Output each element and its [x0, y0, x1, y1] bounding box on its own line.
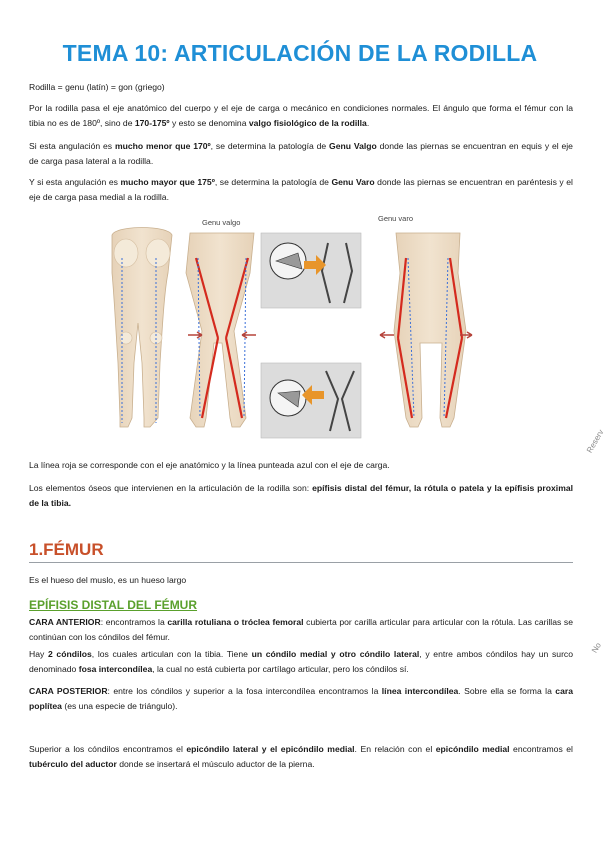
section-heading-femur: 1.FÉMUR: [29, 540, 104, 559]
valgo-photo-panel: [261, 233, 361, 308]
bold-run: CARA POSTERIOR: [29, 686, 108, 696]
bold-run: epicóndilo lateral y el epicóndilo medial: [186, 744, 355, 754]
bold-run: de la rodilla: [316, 117, 367, 128]
text-run: Por la rodilla pasa el eje anatómico del cuerpo y el eje de carga o mecánico en condiciones normales. El ángulo que forma el fémur con la tibia no es de 180º, sino de: [29, 103, 573, 128]
bold-run: epífisis distal del fémur, la rótula o patela y la epífisis proximal de la tibia.: [29, 483, 574, 508]
femur-intro: Es el hueso del muslo, es un hueso largo: [29, 575, 187, 585]
varo-photo-panel: [261, 363, 361, 438]
text-run: . Sobre ella se forma la: [458, 686, 556, 696]
text-run: .: [366, 117, 370, 128]
knee-alignment-figure: [98, 213, 476, 445]
text-run: Y si esta angulación es: [29, 177, 121, 187]
text-run: (es una especie de triángulo).: [61, 700, 178, 711]
label-genu-varo: Genu varo: [378, 214, 414, 223]
arrow-icon: [242, 332, 256, 338]
page-title: TEMA 10: ARTICULACIÓN DE LA RODILLA: [62, 40, 538, 66]
figure-caption: La línea roja se corresponde con el eje anatómico y la línea punteada azul con el eje de carga.: [29, 460, 390, 470]
text-run: , los cuales articulan con la tibia. Tiene: [91, 649, 252, 659]
margin-watermark: No: [590, 641, 603, 655]
bold-run: mucho mayor que 175º: [120, 177, 215, 187]
text-run: donde las piernas se encuentran en equis y el eje de carga pasa lateral a la rodilla.: [29, 141, 573, 166]
arrow-icon: [188, 332, 202, 338]
bold-run: 170-175º: [134, 117, 170, 128]
text-run: . En relación con el: [354, 744, 436, 754]
text-run: encontramos el: [509, 744, 573, 754]
text-run: , y entre ambos cóndilos hay un surco denominado: [29, 649, 574, 674]
subheading-distal-epiphysis: EPÍFISIS DISTAL DEL FÉMUR: [29, 598, 198, 612]
bold-run: línea intercondílea: [381, 686, 459, 696]
bold-run: carilla rotuliana o tróclea femoral: [167, 617, 304, 627]
bold-run: cara poplítea: [29, 686, 573, 711]
paragraph-posterior-face: [29, 684, 573, 713]
paragraph-condyles: [29, 647, 573, 676]
bold-run: Genu Varo: [331, 177, 375, 187]
paragraph-bony-elements: [29, 481, 573, 510]
text-run: , se determina la patología de: [214, 177, 332, 187]
legs-illustration: [98, 213, 476, 445]
text-run: Los elementos óseos que intervienen en la articulación de la rodilla son:: [29, 483, 313, 493]
genu-valgo-figure: [186, 233, 256, 427]
paragraph-axis: [29, 101, 573, 130]
text-run: Si esta angulación es: [29, 141, 115, 151]
paragraph-genu-varo: [29, 175, 573, 204]
margin-watermark: Reserv: [585, 428, 605, 455]
paragraph-anterior-face: [29, 615, 573, 644]
text-run: : encontramos la: [100, 617, 168, 627]
bold-run: fosa intercondílea: [78, 663, 153, 674]
text-run: cubierta por carilla articular para articular con la rótula. Las carillas se continúan con los cóndilos del fémur.: [29, 617, 573, 642]
text-run: Superior a los cóndilos encontramos el: [29, 744, 187, 754]
paragraph-genu-valgo: [29, 139, 573, 168]
bold-run: un cóndilo medial y otro cóndilo lateral: [251, 649, 420, 659]
text-run: , la cual no está cubierta por cartílago articular, pero los cóndilos sí.: [152, 663, 409, 674]
bold-run: Genu Valgo: [329, 141, 377, 151]
paragraph-epicondyles: [29, 742, 573, 771]
text-run: donde se insertará el músculo aductor de la pierna.: [116, 758, 315, 769]
genu-varo-figure: [380, 233, 472, 427]
text-run: : entre los cóndilos y superior a la fosa intercondílea encontramos la: [107, 686, 382, 696]
section-divider: [29, 562, 573, 563]
normal-legs-figure: [112, 228, 172, 428]
bold-run: CARA ANTERIOR: [29, 617, 101, 627]
etymology-line: Rodilla = genu (latín) = gon (griego): [29, 82, 165, 92]
label-genu-valgo: Genu valgo: [202, 218, 241, 227]
text-run: donde las piernas se encuentran en paréntesis y el eje de carga pasa medial a la rodilla.: [29, 177, 573, 202]
text-run: , se determina la patología de: [210, 141, 330, 151]
bold-run: 2 cóndilos: [47, 649, 92, 659]
bold-run: tubérculo del aductor: [29, 758, 117, 769]
text-run: Hay: [29, 649, 48, 659]
bold-run: epicóndilo medial: [435, 744, 510, 754]
bold-run: valgo fisiológico: [248, 117, 317, 128]
arrow-icon: [380, 332, 394, 338]
bold-run: mucho menor que 170º: [114, 141, 211, 151]
text-run: y esto se denomina: [169, 117, 249, 128]
